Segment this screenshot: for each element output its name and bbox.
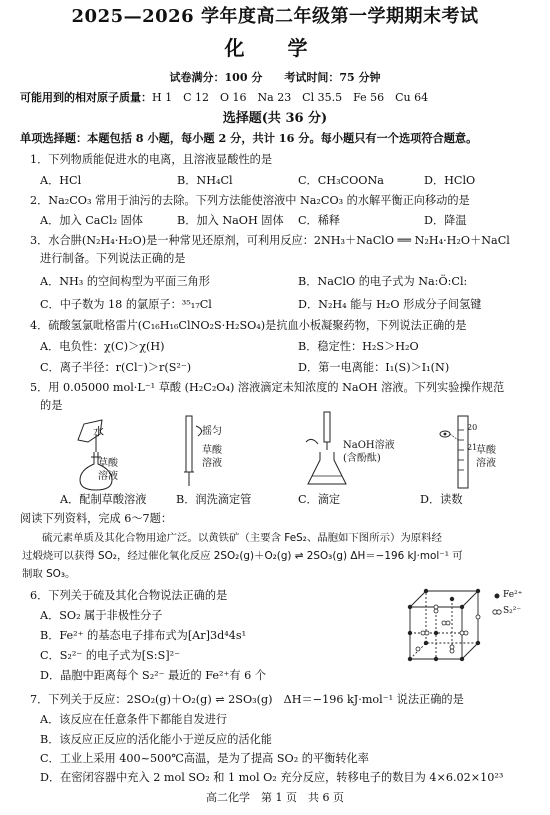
label-phenol-c: (含酚酞)	[343, 453, 381, 464]
q2-option-a: A．加入 CaCl₂ 固体	[40, 214, 143, 227]
q3-stem-line1: 3．水合肼(N₂H₄·H₂O)是一种常见还原剂，可利用反应：2NH₃＋NaClO ══ N₂H₄·H₂O＋NaCl	[30, 234, 510, 247]
q5-option-c: C．滴定	[298, 493, 341, 506]
tick-label-21: 21	[467, 443, 478, 452]
q6-option-c: C．S₂²⁻ 的电子式为[S:S]²⁻	[40, 649, 180, 662]
q7-option-d: D．在密闭容器中充入 2 mol SO₂ 和 1 mol O₂ 充分反应，转移电子的数目为 4×6.02×10²³	[40, 771, 504, 784]
label-solution-a: 溶液	[98, 471, 118, 482]
volumetric-flask-diagram	[50, 412, 140, 492]
q1-option-d: D．HClO	[424, 174, 476, 187]
q2-option-d: D．降温	[424, 214, 467, 227]
label-oxalic-d: 草酸	[476, 445, 496, 456]
q6-stem: 6．下列关于硫及其化合物说法正确的是	[30, 589, 228, 602]
atomic-masses	[20, 92, 428, 103]
page-footer: 高二化学 第 1 页 共 6 页	[206, 791, 344, 804]
q5-option-d: D．读数	[420, 493, 463, 506]
label-oxalic-b: 草酸	[202, 445, 222, 456]
q5-option-b: B．润洗滴定管	[176, 493, 252, 506]
q6-option-d: D．晶胞中距离每个 S₂²⁻ 最近的 Fe²⁺有 6 个	[40, 669, 267, 682]
legend-s-label: S₂²⁻	[503, 606, 522, 616]
tick-label-20: 20	[467, 423, 478, 432]
q4-option-c: C．离子半径：r(Cl⁻)＞r(S²⁻)	[40, 361, 192, 374]
label-water-a: 水	[93, 425, 104, 438]
q5-stem-line1: 5．用 0.05000 mol·L⁻¹ 草酸 (H₂C₂O₄) 溶液滴定未知浓度的 NaOH 溶液。下列实验操作规范	[30, 381, 505, 394]
q4-stem: 4．硫酸氢氯吡格雷片(C₁₆H₁₆ClNO₂S·H₂SO₄)是抗血小板凝聚药物，下列说法正确的是	[30, 319, 467, 332]
label-solution-d: 溶液	[476, 458, 496, 469]
reading-title: 阅读下列资料，完成 6～7题：	[20, 512, 173, 525]
reading-line-3: 制取 SO₃。	[22, 568, 76, 580]
legend-fe-label: Fe²⁺	[503, 590, 523, 600]
subject-title: 化 学	[224, 36, 326, 60]
q7-option-c: C．工业上采用 400~500℃高温，是为了提高 SO₂ 的平衡转化率	[40, 752, 369, 765]
q6-option-a: A．SO₂ 属于非极性分子	[40, 609, 163, 622]
q3-option-c: C．中子数为 18 的氯原子：³⁵₁₇Cl	[40, 298, 212, 311]
q3-option-a: A．NH₃ 的空间构型为平面三角形	[40, 275, 210, 288]
q5-stem-line2: 的是	[40, 399, 63, 412]
q4-option-a: A．电负性：χ(C)＞χ(H)	[40, 340, 165, 353]
q1-option-a: A．HCl	[40, 174, 82, 187]
q3-option-d: D．N₂H₄ 能与 H₂O 形成分子间氢键	[298, 298, 482, 311]
q4-option-b: B．稳定性：H₂S＞H₂O	[298, 340, 419, 353]
label-naoh-c: NaOH溶液	[343, 440, 395, 451]
exam-title: 2025—2026 学年度高二年级第一学期期末考试	[71, 6, 479, 27]
label-shake-b: 摇匀	[202, 426, 222, 437]
q5-option-a: A．配制草酸溶液	[60, 493, 147, 506]
q7-option-a: A．该反应在任意条件下都能自发进行	[40, 713, 228, 726]
q1-option-c: C．CH₃COONa	[298, 174, 384, 187]
masses-values: H 1 C 12 O 16 Na 23 Cl 35.5 Fe 56 Cu 64	[152, 91, 429, 104]
exam-info: 试卷满分：100 分 考试时间：75 分钟	[169, 71, 381, 84]
q1-option-b: B．NH₄Cl	[177, 174, 233, 187]
fe-ion-marker	[495, 594, 500, 599]
label-solution-b: 溶液	[202, 458, 222, 469]
reading-line-2: 过煅烧可以获得 SO₂，经过催化氧化反应 2SO₂(g)＋O₂(g) ⇌ 2SO₃(g) ΔH＝−196 kJ·mol⁻¹ 可	[22, 550, 463, 562]
pyrite-unit-cell-diagram	[404, 583, 494, 667]
section-title: 选择题(共 36 分)	[222, 111, 328, 126]
q1-stem: 1．下列物质能促进水的电离，且溶液显酸性的是	[30, 153, 273, 166]
reading-line-1: 硫元素单质及其化合物用途广泛。以黄铁矿（主要含 FeS₂、晶胞如下图所示）为原料经	[42, 532, 442, 544]
q6-option-b: B．Fe²⁺ 的基态电子排布式为[Ar]3d⁴4s¹	[40, 629, 247, 642]
q7-stem: 7．下列关于反应：2SO₂(g)＋O₂(g) ⇌ 2SO₃(g) ΔH＝−196 kJ·mol⁻¹ 说法正确的是	[30, 693, 464, 706]
label-oxalic-a: 草酸	[98, 458, 118, 469]
q2-option-b: B．加入 NaOH 固体	[177, 214, 284, 227]
masses-label: 可能用到的相对原子质量：	[20, 91, 152, 104]
q4-option-d: D．第一电离能：I₁(S)＞I₁(N)	[298, 361, 450, 374]
q7-option-b: B．该反应正反应的活化能小于逆反应的活化能	[40, 733, 272, 746]
q2-option-c: C．稀释	[298, 214, 341, 227]
titration-diagram	[300, 410, 370, 492]
q3-option-b: B．NaClO 的电子式为 Na:Ö:Cl:	[298, 275, 468, 288]
q3-stem-line2: 进行制备。下列说法正确的是	[40, 252, 186, 265]
section-instructions: 单项选择题：本题包括 8 小题，每小题 2 分，共计 16 分。每小题只有一个选项符合题意。	[20, 131, 478, 145]
q2-stem: 2．Na₂CO₃ 常用于油污的去除。下列方法能使溶液中 Na₂CO₃ 的水解平衡正向移动的是	[30, 194, 470, 207]
